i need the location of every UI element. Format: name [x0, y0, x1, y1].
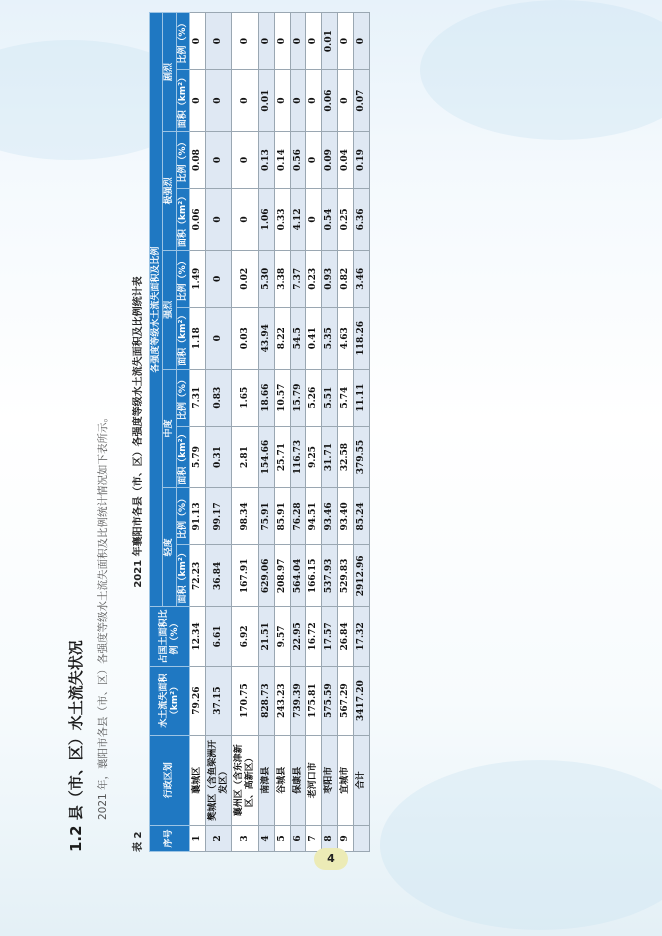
cell-area: 0.33	[274, 189, 290, 251]
cell-area: 0	[274, 70, 290, 132]
cell-loss-area: 739.39	[290, 666, 306, 735]
cell-land-ratio: 16.72	[306, 607, 322, 666]
header-ratio: 比例（%）	[176, 250, 189, 307]
cell-area: 537.93	[322, 545, 338, 607]
cell-ratio: 75.91	[259, 488, 275, 545]
cell-seq: 9	[338, 825, 354, 851]
header-seq: 序号	[150, 825, 190, 851]
cell-region: 南漳县	[259, 735, 275, 825]
cell-area: 0	[290, 70, 306, 132]
soil-erosion-table	[149, 12, 370, 852]
cell-region: 襄州区（含东津新区、高新区）	[232, 735, 259, 825]
cell-ratio: 0	[290, 13, 306, 70]
cell-area: 0.25	[338, 189, 354, 251]
cell-region: 老河口市	[306, 735, 322, 825]
header-region: 行政区划	[150, 735, 190, 825]
cell-ratio: 91.13	[190, 488, 206, 545]
table-row	[274, 13, 290, 852]
cell-loss-area: 567.29	[338, 666, 354, 735]
header-area: 面积（km²）	[176, 189, 189, 251]
cell-area: 0.06	[322, 70, 338, 132]
cell-ratio: 0.02	[232, 250, 259, 307]
cell-loss-area: 170.75	[232, 666, 259, 735]
cell-ratio: 0.93	[322, 250, 338, 307]
cell-area: 116.73	[290, 426, 306, 488]
intro-paragraph: 2021 年，襄阳市各县（市、区）各强度等级水土流失面积及比例统计情况如下表所示。	[97, 411, 109, 820]
cell-ratio: 99.17	[205, 488, 232, 545]
cell-land-ratio: 17.57	[322, 607, 338, 666]
cell-ratio: 5.74	[338, 369, 354, 426]
cell-ratio: 85.24	[353, 488, 369, 545]
cell-seq: 2	[205, 825, 232, 851]
cell-ratio: 3.38	[274, 250, 290, 307]
header-level-strong: 强烈	[163, 250, 176, 369]
cell-area: 1.06	[259, 189, 275, 251]
table-row	[205, 13, 232, 852]
cell-area: 2912.96	[353, 545, 369, 607]
cell-ratio: 0.01	[322, 13, 338, 70]
header-ratio: 比例（%）	[176, 132, 189, 189]
cell-area: 25.71	[274, 426, 290, 488]
cell-loss-area: 575.59	[322, 666, 338, 735]
cell-area: 0	[306, 70, 322, 132]
cell-ratio: 0	[205, 13, 232, 70]
table-row	[322, 13, 338, 852]
cell-seq: 8	[322, 825, 338, 851]
cell-area: 36.84	[205, 545, 232, 607]
cell-area: 166.15	[306, 545, 322, 607]
cell-ratio: 0	[232, 13, 259, 70]
cell-ratio: 0	[306, 13, 322, 70]
table-row	[306, 13, 322, 852]
header-ratio: 比例（%）	[176, 488, 189, 545]
header-ratio: 比例（%）	[176, 13, 189, 70]
cell-seq: 7	[306, 825, 322, 851]
cell-area: 529.83	[338, 545, 354, 607]
cell-area: 9.25	[306, 426, 322, 488]
cell-area: 0	[205, 70, 232, 132]
cell-ratio: 0.19	[353, 132, 369, 189]
cell-area: 0.03	[232, 307, 259, 369]
table-row	[259, 13, 275, 852]
cell-ratio: 15.79	[290, 369, 306, 426]
cell-area: 564.04	[290, 545, 306, 607]
cell-ratio: 93.40	[338, 488, 354, 545]
table-row	[353, 13, 369, 852]
cell-area: 0.31	[205, 426, 232, 488]
cell-land-ratio: 22.95	[290, 607, 306, 666]
cell-ratio: 0	[306, 132, 322, 189]
cell-loss-area: 79.26	[190, 666, 206, 735]
cell-area: 1.18	[190, 307, 206, 369]
cell-ratio: 0.14	[274, 132, 290, 189]
cell-ratio: 0	[232, 132, 259, 189]
cell-area: 31.71	[322, 426, 338, 488]
cell-area: 2.81	[232, 426, 259, 488]
cell-ratio: 0.09	[322, 132, 338, 189]
cell-seq: 3	[232, 825, 259, 851]
cell-area: 6.36	[353, 189, 369, 251]
cell-region: 谷城县	[274, 735, 290, 825]
header-level-moderate: 中度	[163, 369, 176, 488]
cell-ratio: 1.65	[232, 369, 259, 426]
table-row	[190, 13, 206, 852]
cell-ratio: 7.37	[290, 250, 306, 307]
cell-area: 154.66	[259, 426, 275, 488]
cell-land-ratio: 9.57	[274, 607, 290, 666]
cell-ratio: 98.34	[232, 488, 259, 545]
cell-seq: 6	[290, 825, 306, 851]
cell-area: 0.54	[322, 189, 338, 251]
cell-seq: 1	[190, 825, 206, 851]
cell-ratio: 0	[190, 13, 206, 70]
cell-area: 379.55	[353, 426, 369, 488]
cell-area: 54.5	[290, 307, 306, 369]
cell-ratio: 5.51	[322, 369, 338, 426]
cell-land-ratio: 6.92	[232, 607, 259, 666]
cell-ratio: 0	[338, 13, 354, 70]
cell-ratio: 76.28	[290, 488, 306, 545]
table-caption: 2021 年襄阳市各县（市、区）各强度等级水土流失面积及比例统计表	[133, 276, 144, 588]
cell-ratio: 0.23	[306, 250, 322, 307]
cell-area: 32.58	[338, 426, 354, 488]
cell-loss-area: 37.15	[205, 666, 232, 735]
cell-area: 5.35	[322, 307, 338, 369]
cell-area: 4.12	[290, 189, 306, 251]
header-land-ratio: 占国土面积比例（%）	[150, 607, 190, 666]
cell-ratio: 11.11	[353, 369, 369, 426]
cell-area: 0	[306, 189, 322, 251]
cell-land-ratio: 6.61	[205, 607, 232, 666]
cell-area: 0	[205, 189, 232, 251]
cell-ratio: 10.57	[274, 369, 290, 426]
header-loss-area: 水土流失面积（km²）	[150, 666, 190, 735]
cell-ratio: 0	[274, 13, 290, 70]
cell-area: 0	[190, 70, 206, 132]
cell-ratio: 5.30	[259, 250, 275, 307]
cell-seq	[353, 825, 369, 851]
cell-loss-area: 243.23	[274, 666, 290, 735]
cell-area: 208.97	[274, 545, 290, 607]
cell-ratio: 18.66	[259, 369, 275, 426]
cell-land-ratio: 26.84	[338, 607, 354, 666]
cell-area: 629.06	[259, 545, 275, 607]
cell-ratio: 1.49	[190, 250, 206, 307]
cell-region: 保康县	[290, 735, 306, 825]
cell-area: 0.07	[353, 70, 369, 132]
cell-region: 襄城区	[190, 735, 206, 825]
header-area: 面积（km²）	[176, 307, 189, 369]
section-title: 1.2 县（市、区）水土流失状况	[67, 640, 85, 852]
header-area: 面积（km²）	[176, 545, 189, 607]
header-area: 面积（km²）	[176, 70, 189, 132]
cell-ratio: 85.91	[274, 488, 290, 545]
cell-area: 0	[232, 189, 259, 251]
header-group: 各强度等级水土流失面积及比例	[150, 13, 163, 607]
cell-ratio: 94.51	[306, 488, 322, 545]
cell-region: 樊城区（含鱼梁洲开发区）	[205, 735, 232, 825]
rotated-page-content	[51, 12, 611, 852]
cell-ratio: 3.46	[353, 250, 369, 307]
page-number: 4	[314, 848, 348, 870]
cell-ratio: 5.26	[306, 369, 322, 426]
header-level-mild: 轻度	[163, 488, 176, 607]
cell-ratio: 0.04	[338, 132, 354, 189]
cell-area: 43.94	[259, 307, 275, 369]
cell-area: 118.26	[353, 307, 369, 369]
cell-land-ratio: 12.34	[190, 607, 206, 666]
cell-ratio: 0	[353, 13, 369, 70]
cell-ratio: 0.56	[290, 132, 306, 189]
table-body	[190, 13, 370, 852]
cell-land-ratio: 17.32	[353, 607, 369, 666]
cell-area: 167.91	[232, 545, 259, 607]
cell-seq: 4	[259, 825, 275, 851]
cell-land-ratio: 21.51	[259, 607, 275, 666]
cell-loss-area: 175.81	[306, 666, 322, 735]
cell-region: 枣阳市	[322, 735, 338, 825]
cell-area: 0	[232, 70, 259, 132]
header-level-very-strong: 极强烈	[163, 132, 176, 251]
cell-ratio: 7.31	[190, 369, 206, 426]
cell-area: 0.06	[190, 189, 206, 251]
cell-loss-area: 3417.20	[353, 666, 369, 735]
cell-ratio: 0.82	[338, 250, 354, 307]
cell-seq: 5	[274, 825, 290, 851]
table-row	[338, 13, 354, 852]
cell-area: 4.63	[338, 307, 354, 369]
cell-area: 0	[205, 307, 232, 369]
cell-loss-area: 828.73	[259, 666, 275, 735]
cell-ratio: 0.08	[190, 132, 206, 189]
cell-area: 8.22	[274, 307, 290, 369]
cell-area: 5.79	[190, 426, 206, 488]
table-row	[290, 13, 306, 852]
cell-ratio: 0.13	[259, 132, 275, 189]
cell-ratio: 0	[205, 132, 232, 189]
header-ratio: 比例（%）	[176, 369, 189, 426]
header-area: 面积（km²）	[176, 426, 189, 488]
cell-area: 0	[338, 70, 354, 132]
cell-ratio: 93.46	[322, 488, 338, 545]
cell-area: 72.23	[190, 545, 206, 607]
header-level-severe: 剧烈	[163, 13, 176, 132]
cell-region: 宜城市	[338, 735, 354, 825]
cell-area: 0.41	[306, 307, 322, 369]
table-label: 表 2	[133, 831, 144, 852]
cell-ratio: 0.83	[205, 369, 232, 426]
table-row	[232, 13, 259, 852]
cell-ratio: 0	[205, 250, 232, 307]
cell-region: 合计	[353, 735, 369, 825]
cell-area: 0.01	[259, 70, 275, 132]
cell-ratio: 0	[259, 13, 275, 70]
